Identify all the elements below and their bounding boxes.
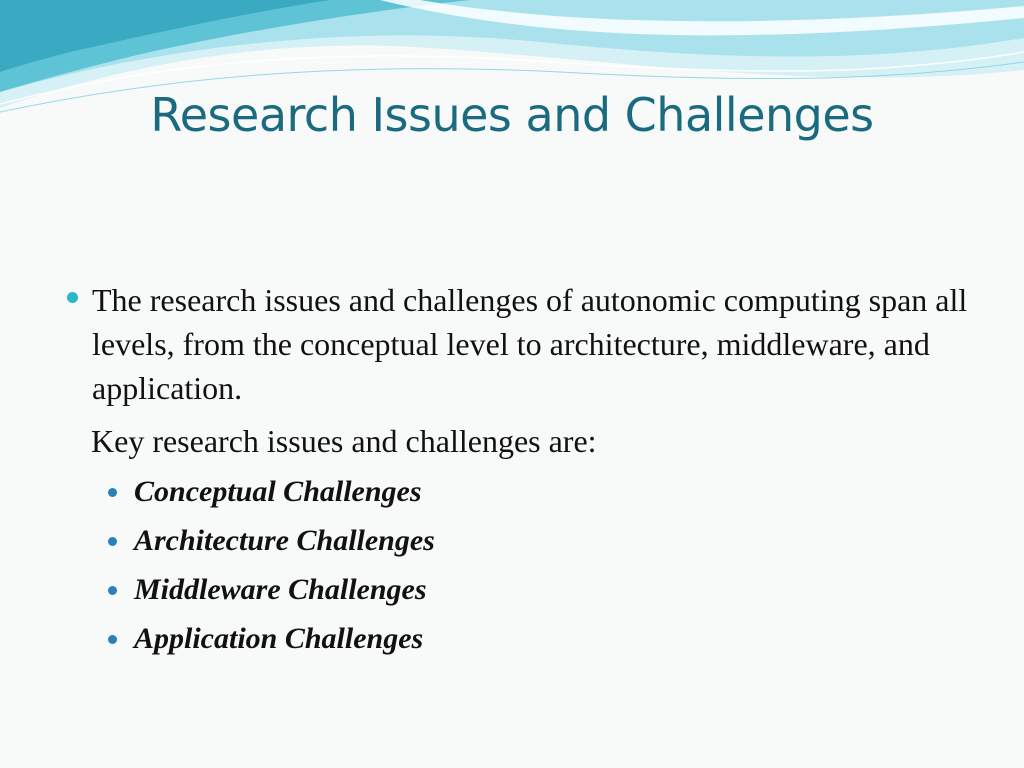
list-item [62,614,982,663]
key-issues-line: Key research issues and challenges are: [91,423,597,459]
challenge-label: Application Challenges [134,622,424,655]
list-item [62,565,982,614]
bullet-dot-icon [108,586,117,595]
bullet-dot-icon [108,537,117,546]
challenge-label: Middleware Challenges [134,573,427,606]
challenge-label: Conceptual Challenges [134,475,422,508]
slide-title: Research Issues and Challenges [150,88,874,142]
main-bullet-text: The research issues and challenges of autonomic computing span all levels, from the conceptual level to architecture, middleware, and application. [92,282,968,406]
bullet-dot-icon [108,488,117,497]
list-item [62,467,982,516]
main-bullet-item [62,278,982,410]
bullet-dot-icon [67,292,78,303]
bullet-dot-icon [108,635,117,644]
challenge-label: Architecture Challenges [134,524,435,557]
challenges-list [62,467,982,663]
slide-body [62,278,982,663]
list-item [62,516,982,565]
